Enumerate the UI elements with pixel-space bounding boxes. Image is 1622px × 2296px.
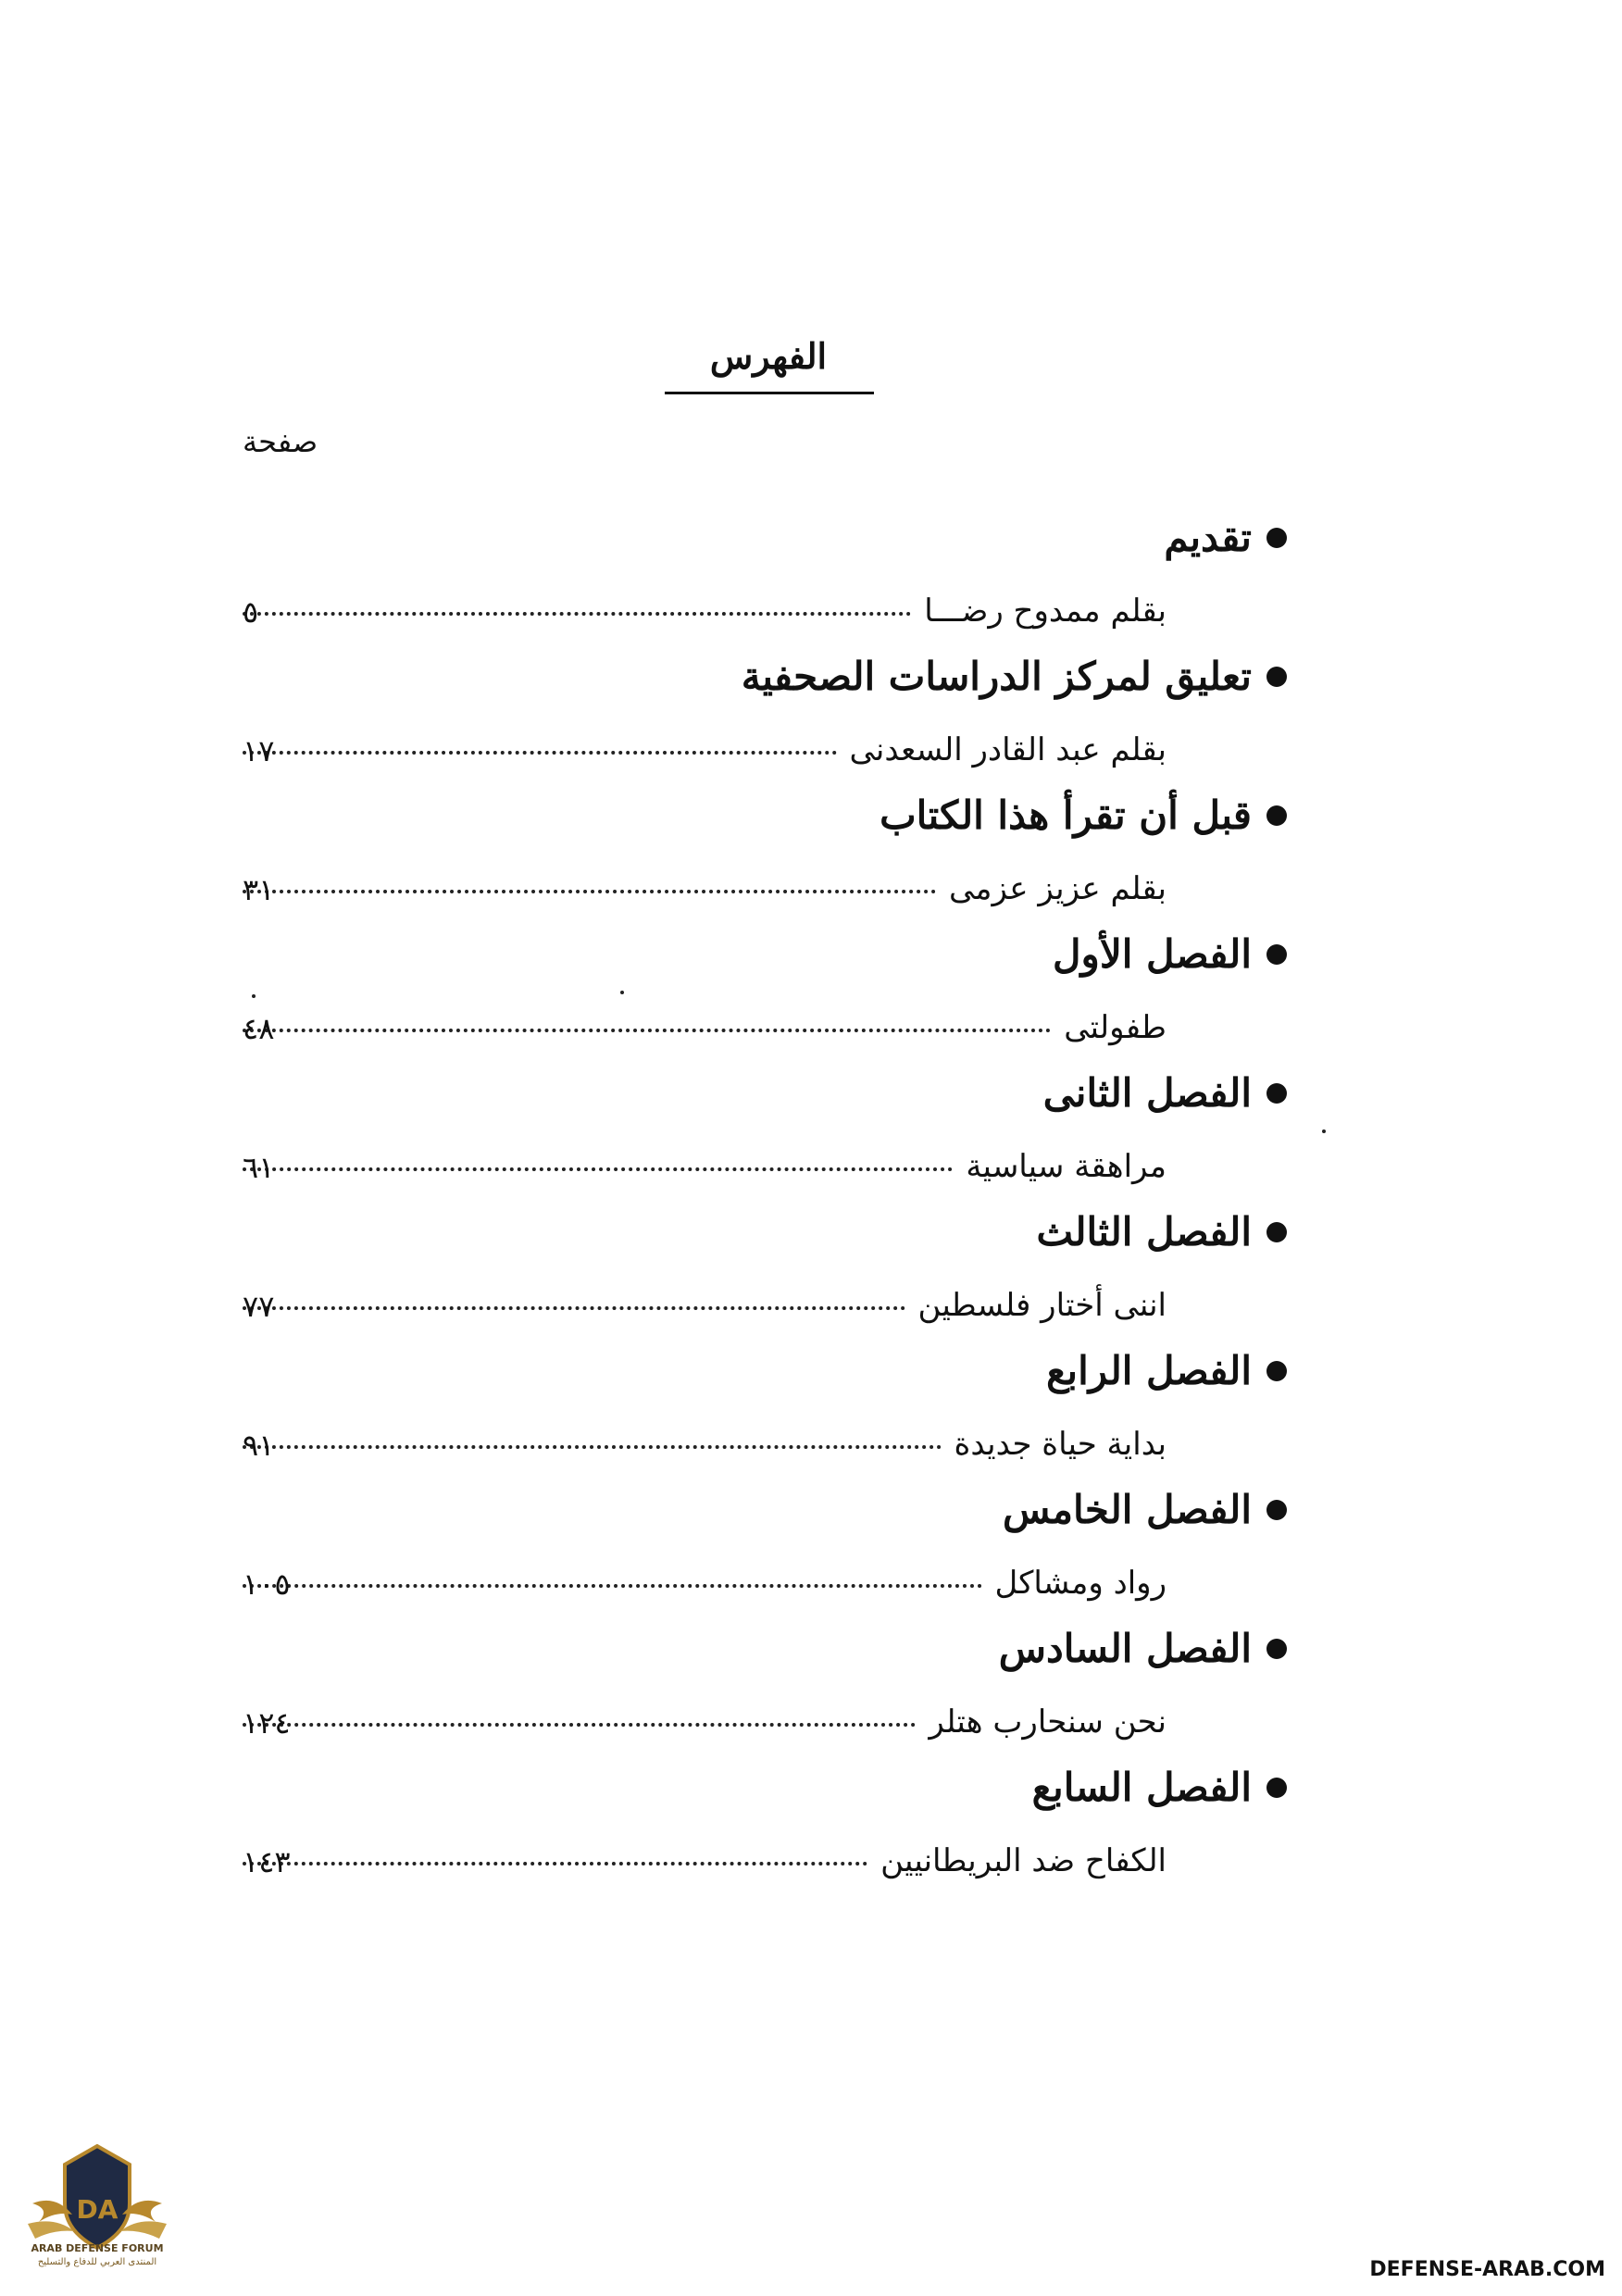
dot-leader (243, 1306, 905, 1310)
page-number: ٣١ (243, 872, 275, 907)
page-number: ١٢٤ (243, 1705, 291, 1741)
bullet-icon (1266, 944, 1287, 965)
toc-heading-text: قبل أن تقرأ هذا الكتاب (880, 792, 1252, 838)
page-number: ٩١ (243, 1428, 275, 1463)
toc-entry (243, 1426, 1167, 1463)
page-title: الفهرس (709, 335, 828, 377)
toc-entry-text: نحن سنحارب هتلر (929, 1703, 1167, 1741)
dot-leader (243, 1445, 942, 1449)
logo-name: ARAB DEFENSE FORUM (31, 2242, 164, 2254)
toc-heading-text: الفصل الأول (1053, 931, 1252, 977)
toc-entry (243, 870, 1167, 907)
dot-leader (243, 1167, 953, 1171)
scan-speck (620, 991, 624, 994)
page-number: ٤٨ (243, 1011, 275, 1046)
page-column-label: صفحة (243, 424, 318, 459)
toc-entry (243, 1148, 1167, 1185)
toc-heading (1036, 1209, 1287, 1254)
scan-speck (252, 994, 256, 998)
toc-heading (999, 1626, 1287, 1671)
toc-entry (243, 731, 1167, 768)
dot-leader (243, 1862, 867, 1866)
toc-heading-text: الفصل الثالث (1036, 1209, 1252, 1254)
page-number: ١٧ (243, 733, 275, 768)
dot-leader (243, 1584, 982, 1588)
bullet-icon (1266, 1778, 1287, 1798)
bullet-icon (1266, 1222, 1287, 1242)
toc-heading (1003, 1487, 1287, 1532)
bullet-icon (1266, 1361, 1287, 1381)
toc-entry-text: بقلم ممدوح رضـــا (924, 593, 1167, 630)
bullet-icon (1266, 667, 1287, 687)
bullet-icon (1266, 528, 1287, 548)
toc-heading (1032, 1765, 1287, 1810)
logo-arabic-name: المنتدى العربي للدفاع والتسليح (37, 2257, 157, 2267)
page-number: ٦١ (243, 1150, 275, 1185)
toc-entry (243, 1009, 1167, 1046)
page-number: ٧٧ (243, 1289, 275, 1324)
toc-heading-text: تقديم (1164, 515, 1252, 560)
toc-heading-text: تعليق لمركز الدراسات الصحفية (741, 654, 1252, 699)
toc-heading-text: الفصل السادس (998, 1626, 1252, 1671)
toc-entry (243, 593, 1167, 630)
dot-leader (243, 1723, 916, 1727)
toc-heading-text: الفصل الثانى (1042, 1070, 1252, 1116)
toc-heading (1046, 1348, 1287, 1393)
toc-entry (243, 1565, 1167, 1602)
toc-heading-text: الفصل الرابع (1046, 1348, 1252, 1393)
toc-entry-text: بقلم عبد القادر السعدنى (849, 731, 1167, 768)
dot-leader (243, 751, 837, 755)
toc-entry (243, 1703, 1167, 1741)
bullet-icon (1266, 805, 1287, 826)
page-number: ١٤٣ (243, 1844, 291, 1879)
dot-leader (243, 1029, 1051, 1032)
dot-leader (243, 612, 911, 616)
toc-entry-text: الكفاح ضد البريطانيين (880, 1842, 1167, 1879)
page-number: ١٠٥ (243, 1566, 291, 1602)
toc-entry-text: مراهقة سياسية (966, 1148, 1167, 1185)
site-watermark: DEFENSE-ARAB.COM (1369, 2258, 1605, 2281)
dot-leader (243, 890, 936, 893)
toc-entry-text: رواد ومشاكل (994, 1565, 1167, 1602)
toc-entry (243, 1842, 1167, 1879)
scan-speck (1322, 1129, 1326, 1133)
toc-heading (1164, 515, 1287, 560)
toc-heading-text: الفصل الخامس (1003, 1487, 1252, 1532)
toc-heading (1043, 1070, 1287, 1116)
toc-heading (742, 654, 1287, 699)
toc-entry-text: اننى أختار فلسطين (917, 1287, 1167, 1324)
toc-heading (880, 792, 1287, 838)
toc-entry-text: بداية حياة جديدة (954, 1426, 1167, 1463)
toc-entry (243, 1287, 1167, 1324)
toc-entry-text: بقلم عزيز عزمى (948, 870, 1167, 907)
toc-entry-text: طفولتى (1064, 1009, 1167, 1046)
bullet-icon (1266, 1639, 1287, 1659)
toc-heading (1053, 931, 1287, 977)
page-number: ٥ (243, 594, 259, 630)
bullet-icon (1266, 1083, 1287, 1104)
toc-heading-text: الفصل السابع (1031, 1765, 1252, 1810)
bullet-icon (1266, 1500, 1287, 1520)
logo-initials: DA (76, 2194, 119, 2225)
